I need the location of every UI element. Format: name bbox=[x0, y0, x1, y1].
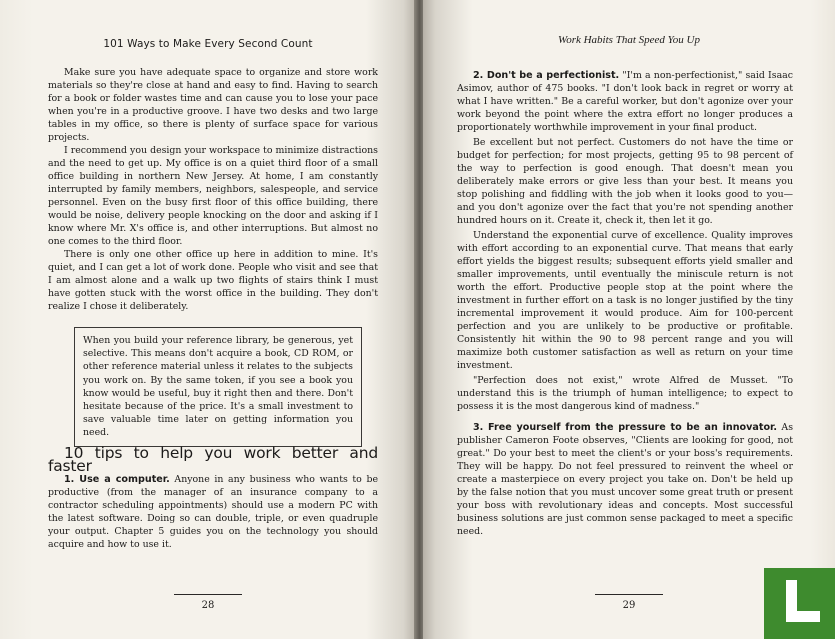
left-footer bbox=[0, 594, 416, 611]
paragraph: Understand the exponential curve of excellence. Quality improves with effort according to an exponential curve. That means that early effort yields the biggest results; subsequent efforts yield smaller and smaller improvements, until eventually the miniscule return is not worth the effort. Productive people stop at the point where the investment in further effort on a task is no longer justified by the tiny incremental improvement it would produce. Aim for 100-percent perfection and you are unlikely to be productive or profitable. Consistently hit within the 90 to 98 percent range and you will maximize both customer satisfaction as well as return on your time investment. bbox=[457, 230, 793, 371]
tip-paragraph bbox=[48, 473, 378, 551]
logo-letter-shape bbox=[786, 580, 820, 622]
tip-title: 1. Use a computer. bbox=[64, 473, 170, 485]
sidebar-box-text: When you build your reference library, be generous, yet selective. This means don't acquire a book, CD ROM, or other reference material unless it relates to the subjects you work on. By the same token, if you see a book you know would be useful, buy it right then and there. Don't hesitate because of the price. It's a small investment to save valuable time later on getting information you need. bbox=[83, 335, 353, 439]
tip-paragraph bbox=[457, 69, 793, 134]
right-running-head: Work Habits That Speed You Up bbox=[558, 34, 700, 46]
paragraph: There is only one other office up here in addition to mine. It's quiet, and I can get a lot of work done. People who visit and see that I am almost alone and a walk up two flights of stairs think I must have gotten stuck with the worst office in the building. They don't realize I chose it deliberately. bbox=[48, 249, 378, 312]
paragraph: "Perfection does not exist," wrote Alfred de Musset. "To understand this is the triumph of human intelligence; to expect to possess it is the most dangerous kind of madness." bbox=[457, 375, 793, 412]
page-number: 28 bbox=[201, 600, 215, 611]
paragraph: Make sure you have adequate space to organize and store work materials so they're close at hand and easy to find. Having to search for a book or folder wastes time and can cause you to lose your pace when you're in a productive groove. I have two desks and two large tables in my office, so there is plenty of surface space for various projects. bbox=[48, 67, 378, 143]
left-page-body bbox=[48, 66, 378, 551]
left-page bbox=[0, 0, 416, 639]
footer-rule bbox=[174, 594, 242, 595]
right-page-body bbox=[457, 69, 793, 538]
l-logo-icon bbox=[764, 568, 835, 639]
left-running-head: 101 Ways to Make Every Second Count bbox=[103, 38, 313, 50]
right-page bbox=[423, 0, 835, 639]
sidebar-box bbox=[74, 327, 362, 447]
tip-text: Anyone in any business who wants to be productive (from the manager of an insurance company to a contractor scheduling appointments) should use a modern PC with the latest software. Doing so can double, triple, or even quadruple your output. Chapter 5 guides you on the technology you should acquire and how to use it. bbox=[48, 473, 378, 550]
tip-text: As publisher Cameron Foote observes, "Clients are looking for good, not great." Do your best to meet the client's or your boss's requirements. They will be happy. Do not feel pressured to reinvent the wheel or create a masterpiece on every project you take on. Don't be held up by the false notion that you must uncover some great truth or present your boss with revolutionary ideas and concepts. Most successful business solutions are just common sense packaged to meet a specific need. bbox=[457, 422, 794, 537]
page-number: 29 bbox=[622, 600, 636, 611]
paragraph: I recommend you design your workspace to minimize distractions and the need to get up. My office is on a quiet third floor of a small office building in northern New Jersey. At home, I am constantly interrupted by family members, neighbors, salespeople, and service personnel. Even on the busy first floor of this office building, there would be noise, delivery people knocking on the door and asking if I know where Mr. X's office is, and other interruptions. But almost no one comes to the third floor. bbox=[48, 145, 378, 247]
tip-paragraph bbox=[457, 421, 793, 538]
tip-text: "I'm a non-perfectionist," said Isaac Asimov, author of 475 books. "I don't look back in regret or worry at what I have written." Be a careful worker, but don't agonize over your work beyond the point where the extra effort no longer produces a proportionately worthwhile improvement in your final product. bbox=[457, 70, 794, 133]
tip-title: 2. Don't be a perfectionist. bbox=[473, 70, 620, 81]
footer-rule bbox=[595, 594, 663, 595]
paragraph: Be excellent but not perfect. Customers do not have the time or budget for perfection; for most projects, getting 95 to 98 percent of the way to perfection is good enough. That doesn't mean you deliberately make errors or give less than your best. It means you stop polishing and fiddling with the job when it looks good to you—and you don't agonize over the fact that you're not spending another hundred hours on it. Create it, check it, then let it go. bbox=[457, 137, 793, 226]
tip-title: 3. Free yourself from the pressure to be an innovator. bbox=[473, 422, 778, 433]
section-heading: 10 tips to help you work better and faster bbox=[48, 443, 378, 475]
